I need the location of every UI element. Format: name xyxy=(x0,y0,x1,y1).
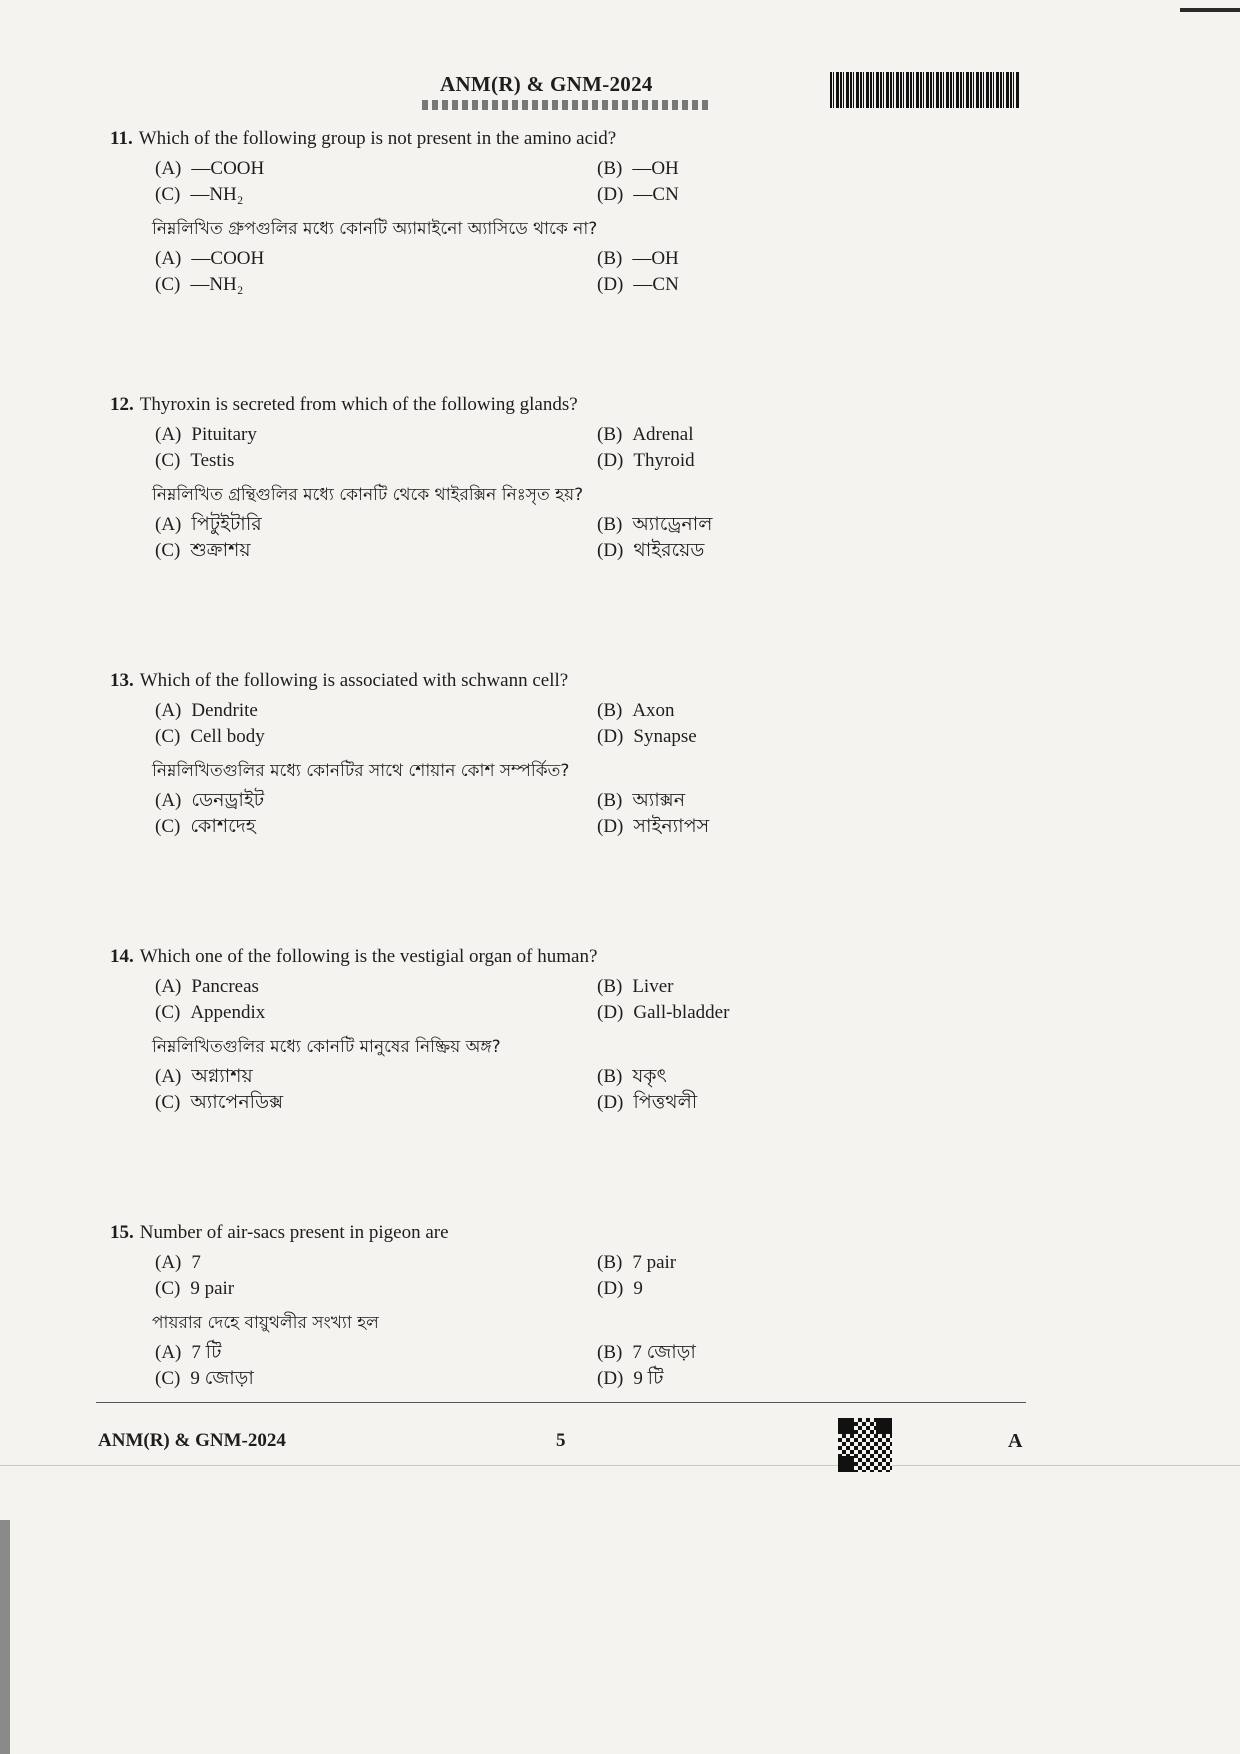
question-number: 15. xyxy=(110,1222,134,1243)
option-b: (B) Adrenal xyxy=(597,424,694,445)
option-c-bn: (C) 9 জোড়া xyxy=(155,1368,254,1389)
option-c-bn: (C) শুক্রাশয় xyxy=(155,540,251,561)
option-c: (C) Appendix xyxy=(155,1002,266,1023)
option-a: (A) Pancreas xyxy=(155,976,259,997)
option-c: (C) 9 pair xyxy=(155,1278,235,1299)
option-a-bn: (A) ডেনড্রাইট xyxy=(155,790,265,811)
question-text-en: Thyroxin is secreted from which of the following glands? xyxy=(139,394,578,415)
option-d-bn: (D) পিত্তথলী xyxy=(597,1092,698,1113)
options-bn xyxy=(155,246,1010,300)
option-b: (B) Axon xyxy=(597,700,675,721)
option-a-bn: (A) অগ্ন্যাশয় xyxy=(155,1066,253,1087)
option-a: (A) Dendrite xyxy=(155,700,258,721)
options-en xyxy=(155,422,1010,476)
option-c: (C) —NH₂ xyxy=(155,184,244,205)
question-12 xyxy=(110,392,1010,566)
question-text-en: Which one of the following is the vestigial organ of human? xyxy=(139,946,598,967)
option-a-bn: (A) পিটুইটারি xyxy=(155,514,262,535)
option-a: (A) 7 xyxy=(155,1252,201,1273)
option-c: (C) Testis xyxy=(155,450,235,471)
option-b-bn: (B) অ্যাক্সন xyxy=(597,790,686,811)
options-en xyxy=(155,1250,1010,1304)
footer-divider xyxy=(96,1402,1026,1403)
option-d-bn: (D) থাইরয়েড xyxy=(597,540,705,561)
option-c-bn: (C) কোশদেহ xyxy=(155,816,256,837)
question-14 xyxy=(110,944,1010,1118)
question-text-en: Number of air-sacs present in pigeon are xyxy=(139,1222,449,1243)
question-set-letter: A xyxy=(1008,1430,1023,1452)
option-d-bn: (D) —CN xyxy=(597,274,679,295)
page-number: 5 xyxy=(556,1430,566,1451)
option-b-bn: (B) যকৃৎ xyxy=(597,1066,667,1087)
option-b: (B) —OH xyxy=(597,158,679,179)
question-11 xyxy=(110,126,1010,300)
option-d: (D) —CN xyxy=(597,184,679,205)
question-text-en: Which of the following is associated with schwann cell? xyxy=(139,670,569,691)
scan-edge-shadow xyxy=(0,1520,10,1754)
options-bn xyxy=(155,788,1010,842)
question-15 xyxy=(110,1220,1010,1394)
option-d: (D) Thyroid xyxy=(597,450,695,471)
option-a-bn: (A) 7 টি xyxy=(155,1342,222,1363)
option-d-bn: (D) সাইন্যাপস xyxy=(597,816,710,837)
option-a: (A) Pituitary xyxy=(155,424,257,445)
options-bn xyxy=(155,1064,1010,1118)
question-text-en: Which of the following group is not present in the amino acid? xyxy=(138,128,617,149)
barcode xyxy=(830,72,1020,108)
options-en xyxy=(155,974,1010,1028)
question-13 xyxy=(110,668,1010,842)
option-c-bn: (C) —NH₂ xyxy=(155,274,244,295)
question-number: 13. xyxy=(110,670,134,691)
header-star-divider xyxy=(422,100,712,110)
options-en xyxy=(155,698,1010,752)
qr-code xyxy=(838,1418,892,1472)
options-bn xyxy=(155,512,1010,566)
question-text-bn: নিম্নলিখিতগুলির মধ্যে কোনটির সাথে শোয়ান কোশ সম্পর্কিত? xyxy=(152,761,570,781)
option-c: (C) Cell body xyxy=(155,726,265,747)
option-b-bn: (B) অ্যাড্রেনাল xyxy=(597,514,713,535)
question-text-bn: নিম্নলিখিতগুলির মধ্যে কোনটি মানুষের নিষ্ক্রিয় অঙ্গ? xyxy=(152,1037,501,1057)
question-number: 12. xyxy=(110,394,134,415)
option-d: (D) Synapse xyxy=(597,726,697,747)
scan-edge-mark xyxy=(1180,8,1240,12)
options-bn xyxy=(155,1340,1010,1394)
options-en xyxy=(155,156,1010,210)
question-number: 11. xyxy=(110,128,133,149)
option-b: (B) Liver xyxy=(597,976,674,997)
option-b-bn: (B) 7 জোড়া xyxy=(597,1342,696,1363)
question-number: 14. xyxy=(110,946,134,967)
option-b: (B) 7 pair xyxy=(597,1252,677,1273)
page-fold-line xyxy=(0,1465,1240,1466)
option-d-bn: (D) 9 টি xyxy=(597,1368,664,1389)
option-a-bn: (A) —COOH xyxy=(155,248,265,269)
option-a: (A) —COOH xyxy=(155,158,265,179)
option-d: (D) 9 xyxy=(597,1278,643,1299)
question-text-bn: নিম্নলিখিত গ্রন্থিগুলির মধ্যে কোনটি থেকে থাইরক্সিন নিঃসৃত হয়? xyxy=(152,485,584,505)
footer-title: ANM(R) & GNM-2024 xyxy=(98,1430,286,1451)
option-c-bn: (C) অ্যাপেনডিক্স xyxy=(155,1092,284,1113)
option-b-bn: (B) —OH xyxy=(597,248,679,269)
question-text-bn: নিম্নলিখিত গ্রুপগুলির মধ্যে কোনটি অ্যামাইনো অ্যাসিডে থাকে না? xyxy=(152,219,598,239)
option-d: (D) Gall-bladder xyxy=(597,1002,730,1023)
question-text-bn: পায়রার দেহে বায়ুথলীর সংখ্যা হল xyxy=(152,1313,379,1333)
page-header-title: ANM(R) & GNM-2024 xyxy=(440,72,653,96)
